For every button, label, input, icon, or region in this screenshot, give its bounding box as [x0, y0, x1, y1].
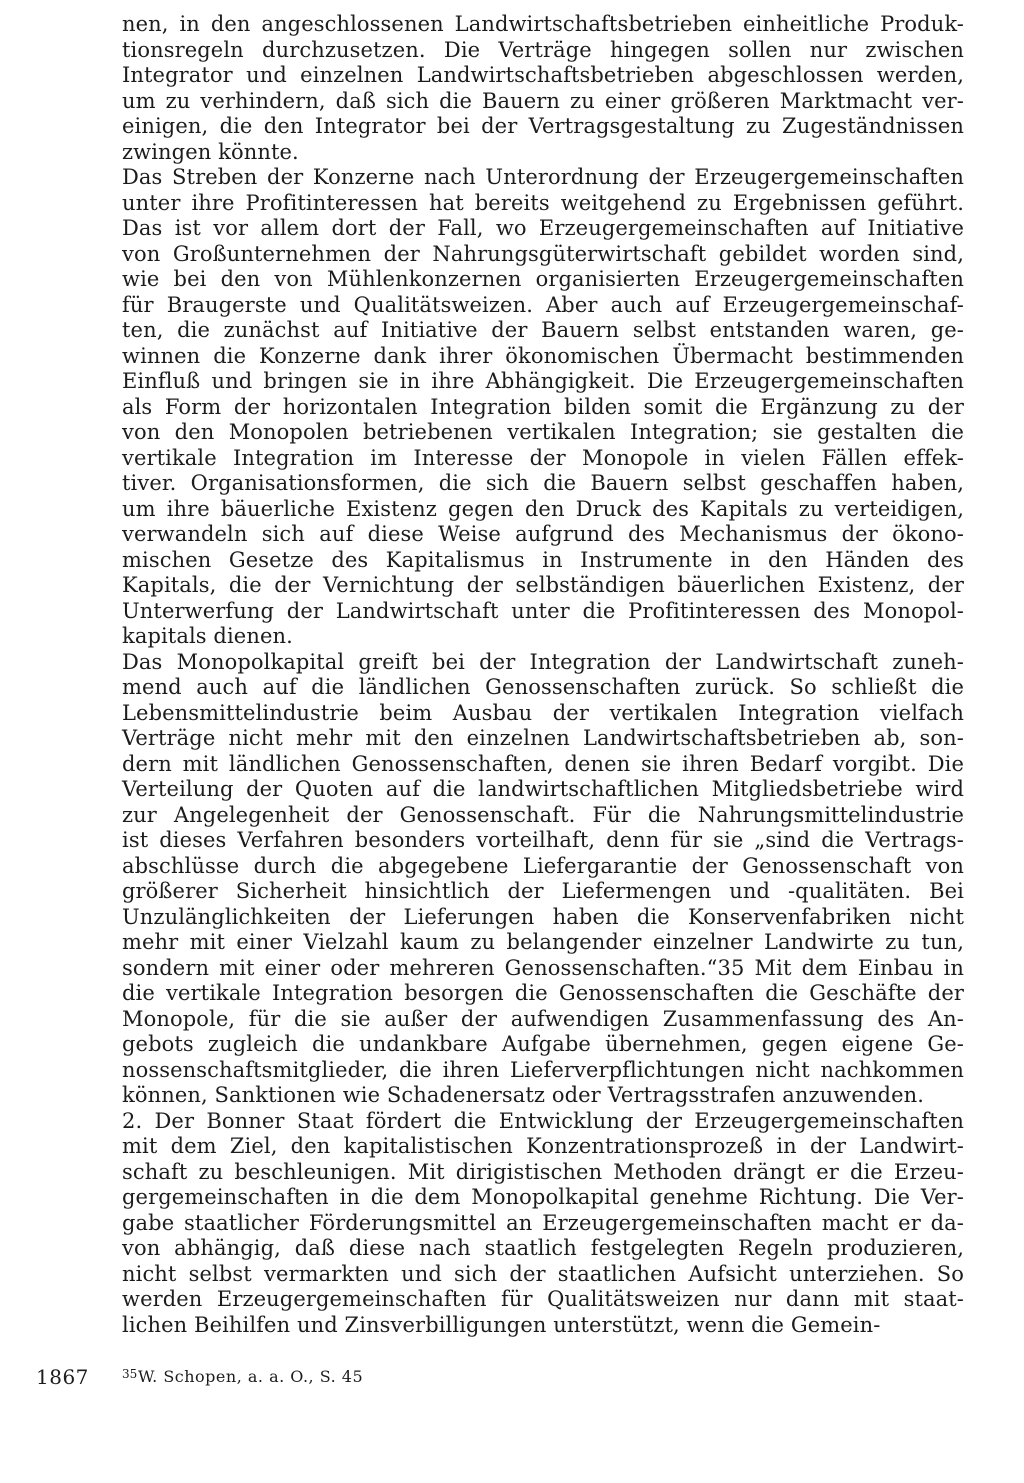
text-line: mehr mit einer Vielzahl kaum zu belangender einzelner Landwirte zu tun,	[122, 930, 964, 954]
text-line: tiver. Organisationsformen, die sich die Bauern selbst geschaffen haben,	[122, 471, 964, 495]
text-line: als Form der horizontalen Integration bilden somit die Ergänzung zu der	[122, 394, 964, 419]
text-line: 2. Der Bonner Staat fördert die Entwicklung der Erzeugergemeinschaften	[122, 1108, 964, 1133]
paragraph	[122, 12, 964, 165]
paragraph	[122, 165, 964, 650]
text-line: Monopole, für die sie außer der aufwendigen Zusammenfassung des An-	[122, 1006, 964, 1031]
text-line: zwingen könnte.	[122, 139, 299, 164]
text-line: nicht selbst vermarkten und sich der staatlichen Aufsicht unterziehen. So	[122, 1261, 964, 1286]
text-line: wie bei den von Mühlenkonzernen organisierten Erzeugergemeinschaften	[122, 267, 964, 291]
text-line: gabe staatlicher Förderungsmittel an Erzeugergemeinschaften macht er da-	[122, 1210, 964, 1235]
text-line: mend auch auf die ländlichen Genossenschaften zurück. So schließt die	[122, 675, 964, 699]
paragraph	[122, 650, 964, 1109]
text-line: Kapitals, die der Vernichtung der selbständigen bäuerlichen Existenz, der	[122, 573, 964, 597]
body-text	[122, 12, 964, 1338]
text-line: Unterwerfung der Landwirtschaft unter die Profitinteressen des Monopol-	[122, 598, 964, 623]
text-line: dern mit ländlichen Genossenschaften, denen sie ihren Bedarf vorgibt. Die	[122, 751, 964, 776]
text-line: Verträge nicht mehr mit den einzelnen Landwirtschaftsbetrieben ab, son-	[122, 726, 964, 750]
text-line: vertikale Integration im Interesse der Monopole in vielen Fällen effek-	[122, 445, 964, 470]
text-line: von den Monopolen betriebenen vertikalen Integration; sie gestalten die	[122, 420, 964, 444]
footnote-text: W. Schopen, a. a. O., S. 45	[138, 1367, 364, 1386]
text-line: die vertikale Integration besorgen die Genossenschaften die Geschäfte der	[122, 981, 964, 1005]
text-line: ten, die zunächst auf Initiative der Bauern selbst entstanden waren, ge-	[122, 318, 964, 342]
text-line: Verteilung der Quoten auf die landwirtschaftlichen Mitgliedsbetriebe wird	[122, 777, 964, 801]
text-line: Lebensmittelindustrie beim Ausbau der vertikalen Integration vielfach	[122, 700, 964, 725]
text-line: von abhängig, daß diese nach staatlich festgelegten Regeln produzieren,	[122, 1236, 964, 1260]
text-line: Das ist vor allem dort der Fall, wo Erzeugergemeinschaften auf Initiative	[122, 216, 964, 240]
text-line: Das Streben der Konzerne nach Unterordnung der Erzeugergemeinschaften	[122, 165, 964, 189]
text-line: um ihre bäuerliche Existenz gegen den Druck des Kapitals zu verteidigen,	[122, 496, 964, 521]
text-line: gebots zugleich die undankbare Aufgabe übernehmen, gegen eigene Ge-	[122, 1032, 964, 1056]
text-line: für Braugerste und Qualitätsweizen. Aber auch auf Erzeugergemeinschaf-	[122, 292, 964, 317]
text-line: mischen Gesetze des Kapitalismus in Instrumente in den Händen des	[122, 547, 964, 572]
footnote-marker: 35	[122, 1367, 138, 1381]
page-footer	[36, 1364, 536, 1390]
text-line: werden Erzeugergemeinschaften für Qualitätsweizen nur dann mit staat-	[122, 1287, 964, 1311]
text-line: gergemeinschaften in die dem Monopolkapital genehme Richtung. Die Ver-	[122, 1185, 964, 1209]
text-line: sondern mit einer oder mehreren Genossenschaften.“35 Mit dem Einbau in	[122, 955, 964, 980]
text-line: können, Sanktionen wie Schadenersatz oder Vertragsstrafen anzuwenden.	[122, 1083, 925, 1107]
page-number: 1867	[36, 1365, 89, 1389]
text-line: Das Monopolkapital greift bei der Integration der Landwirtschaft zuneh-	[122, 649, 964, 674]
text-line: tionsregeln durchzusetzen. Die Verträge hingegen sollen nur zwischen	[122, 37, 964, 62]
text-line: Integrator und einzelnen Landwirtschaftsbetrieben abgeschlossen werden,	[122, 63, 964, 87]
text-line: zur Angelegenheit der Genossenschaft. Für die Nahrungsmittelindustrie	[122, 802, 964, 827]
text-line: lichen Beihilfen und Zinsverbilligungen unterstützt, wenn die Gemein-	[122, 1312, 881, 1337]
text-line: winnen die Konzerne dank ihrer ökonomischen Übermacht bestimmenden	[122, 343, 964, 368]
text-line: Unzulänglichkeiten der Lieferungen haben die Konservenfabriken nicht	[122, 904, 964, 929]
text-line: verwandeln sich auf diese Weise aufgrund des Mechanismus der ökono-	[122, 522, 964, 546]
text-line: einigen, die den Integrator bei der Vertragsgestaltung zu Zugeständnissen	[122, 114, 964, 138]
text-line: ist dieses Verfahren besonders vorteilhaft, denn für sie „sind die Vertrags-	[122, 828, 964, 852]
text-line: kapitals dienen.	[122, 624, 293, 648]
text-line: schaft zu beschleunigen. Mit dirigistischen Methoden drängt er die Erzeu-	[122, 1159, 964, 1184]
text-line: unter ihre Profitinteressen hat bereits weitgehend zu Ergebnissen geführt.	[122, 190, 964, 215]
text-line: größerer Sicherheit hinsichtlich der Liefermengen und -qualitäten. Bei	[122, 879, 964, 903]
paragraph	[122, 1109, 964, 1339]
text-line: nossenschaftsmitglieder, die ihren Lieferverpflichtungen nicht nachkommen	[122, 1057, 964, 1082]
text-line: abschlüsse durch die abgegebene Liefergarantie der Genossenschaft von	[122, 853, 964, 878]
text-line: von Großunternehmen der Nahrungsgüterwirtschaft gebildet worden sind,	[122, 241, 964, 266]
text-line: Einfluß und bringen sie in ihre Abhängigkeit. Die Erzeugergemeinschaften	[122, 369, 964, 393]
text-line: mit dem Ziel, den kapitalistischen Konzentrationsprozeß in der Landwirt-	[122, 1134, 964, 1158]
text-line: nen, in den angeschlossenen Landwirtschaftsbetrieben einheitliche Produk-	[122, 12, 964, 36]
text-line: um zu verhindern, daß sich die Bauern zu einer größeren Marktmacht ver-	[122, 88, 964, 113]
